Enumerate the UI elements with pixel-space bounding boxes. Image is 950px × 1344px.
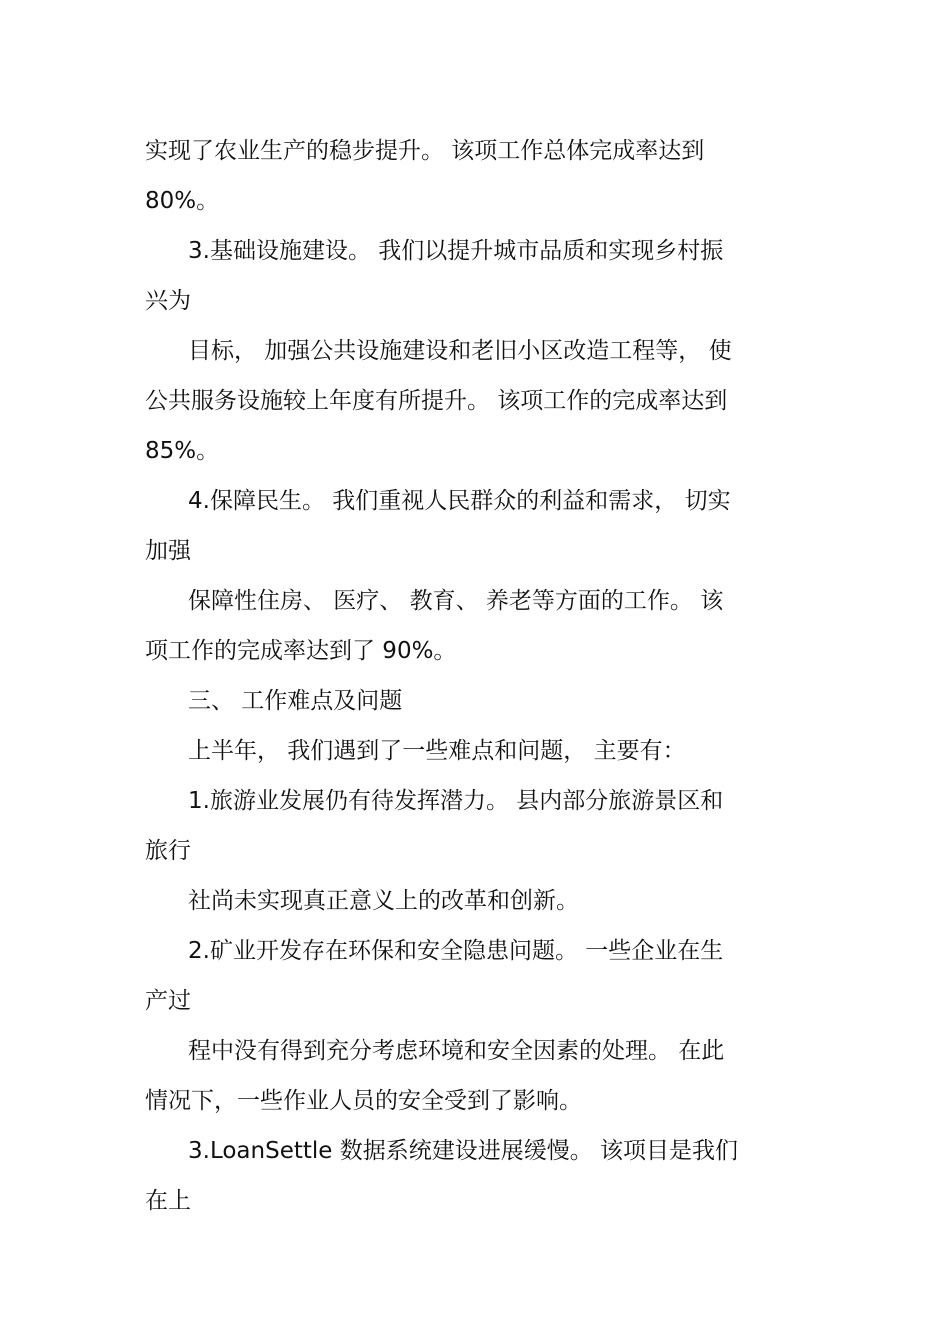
text-line: 公共服务设施较上年度有所提升。 该项工作的完成率达到 — [145, 388, 728, 414]
text-line: 兴为 — [145, 288, 191, 314]
text-line: 在上 — [145, 1188, 191, 1214]
text-line: 程中没有得到充分考虑环境和安全因素的处理。 在此 — [188, 1038, 725, 1064]
text-line: 3.基础设施建设。 我们以提升城市品质和实现乡村振 — [188, 238, 724, 264]
text-line: 加强 — [145, 538, 191, 564]
text-line: 80%。 — [145, 188, 220, 214]
text-line: 旅行 — [145, 838, 191, 864]
text-line: 产过 — [145, 988, 191, 1014]
text-line: 实现了农业生产的稳步提升。 该项工作总体完成率达到 — [145, 138, 705, 164]
text-line: 2.矿业开发存在环保和安全隐患问题。 一些企业在生 — [188, 938, 724, 964]
text-line: 上半年， 我们遇到了一些难点和问题， 主要有： — [188, 738, 686, 764]
text-line: 保障性住房、 医疗、 教育、 养老等方面的工作。 该 — [188, 588, 724, 614]
text-line: 1.旅游业发展仍有待发挥潜力。 县内部分旅游景区和 — [188, 788, 724, 814]
text-line: 社尚未实现真正意义上的改革和创新。 — [188, 888, 579, 914]
text-line: 3.LoanSettle 数据系统建设进展缓慢。 该项目是我们 — [188, 1138, 739, 1164]
text-line: 4.保障民生。 我们重视人民群众的利益和需求， 切实 — [188, 488, 731, 514]
section-heading: 三、 工作难点及问题 — [188, 688, 403, 714]
text-line: 目标， 加强公共设施建设和老旧小区改造工程等， 使 — [188, 338, 732, 364]
text-line: 情况下，一些作业人员的安全受到了影响。 — [145, 1088, 582, 1114]
text-line: 项工作的完成率达到了 90%。 — [145, 638, 457, 664]
text-line: 85%。 — [145, 438, 220, 464]
